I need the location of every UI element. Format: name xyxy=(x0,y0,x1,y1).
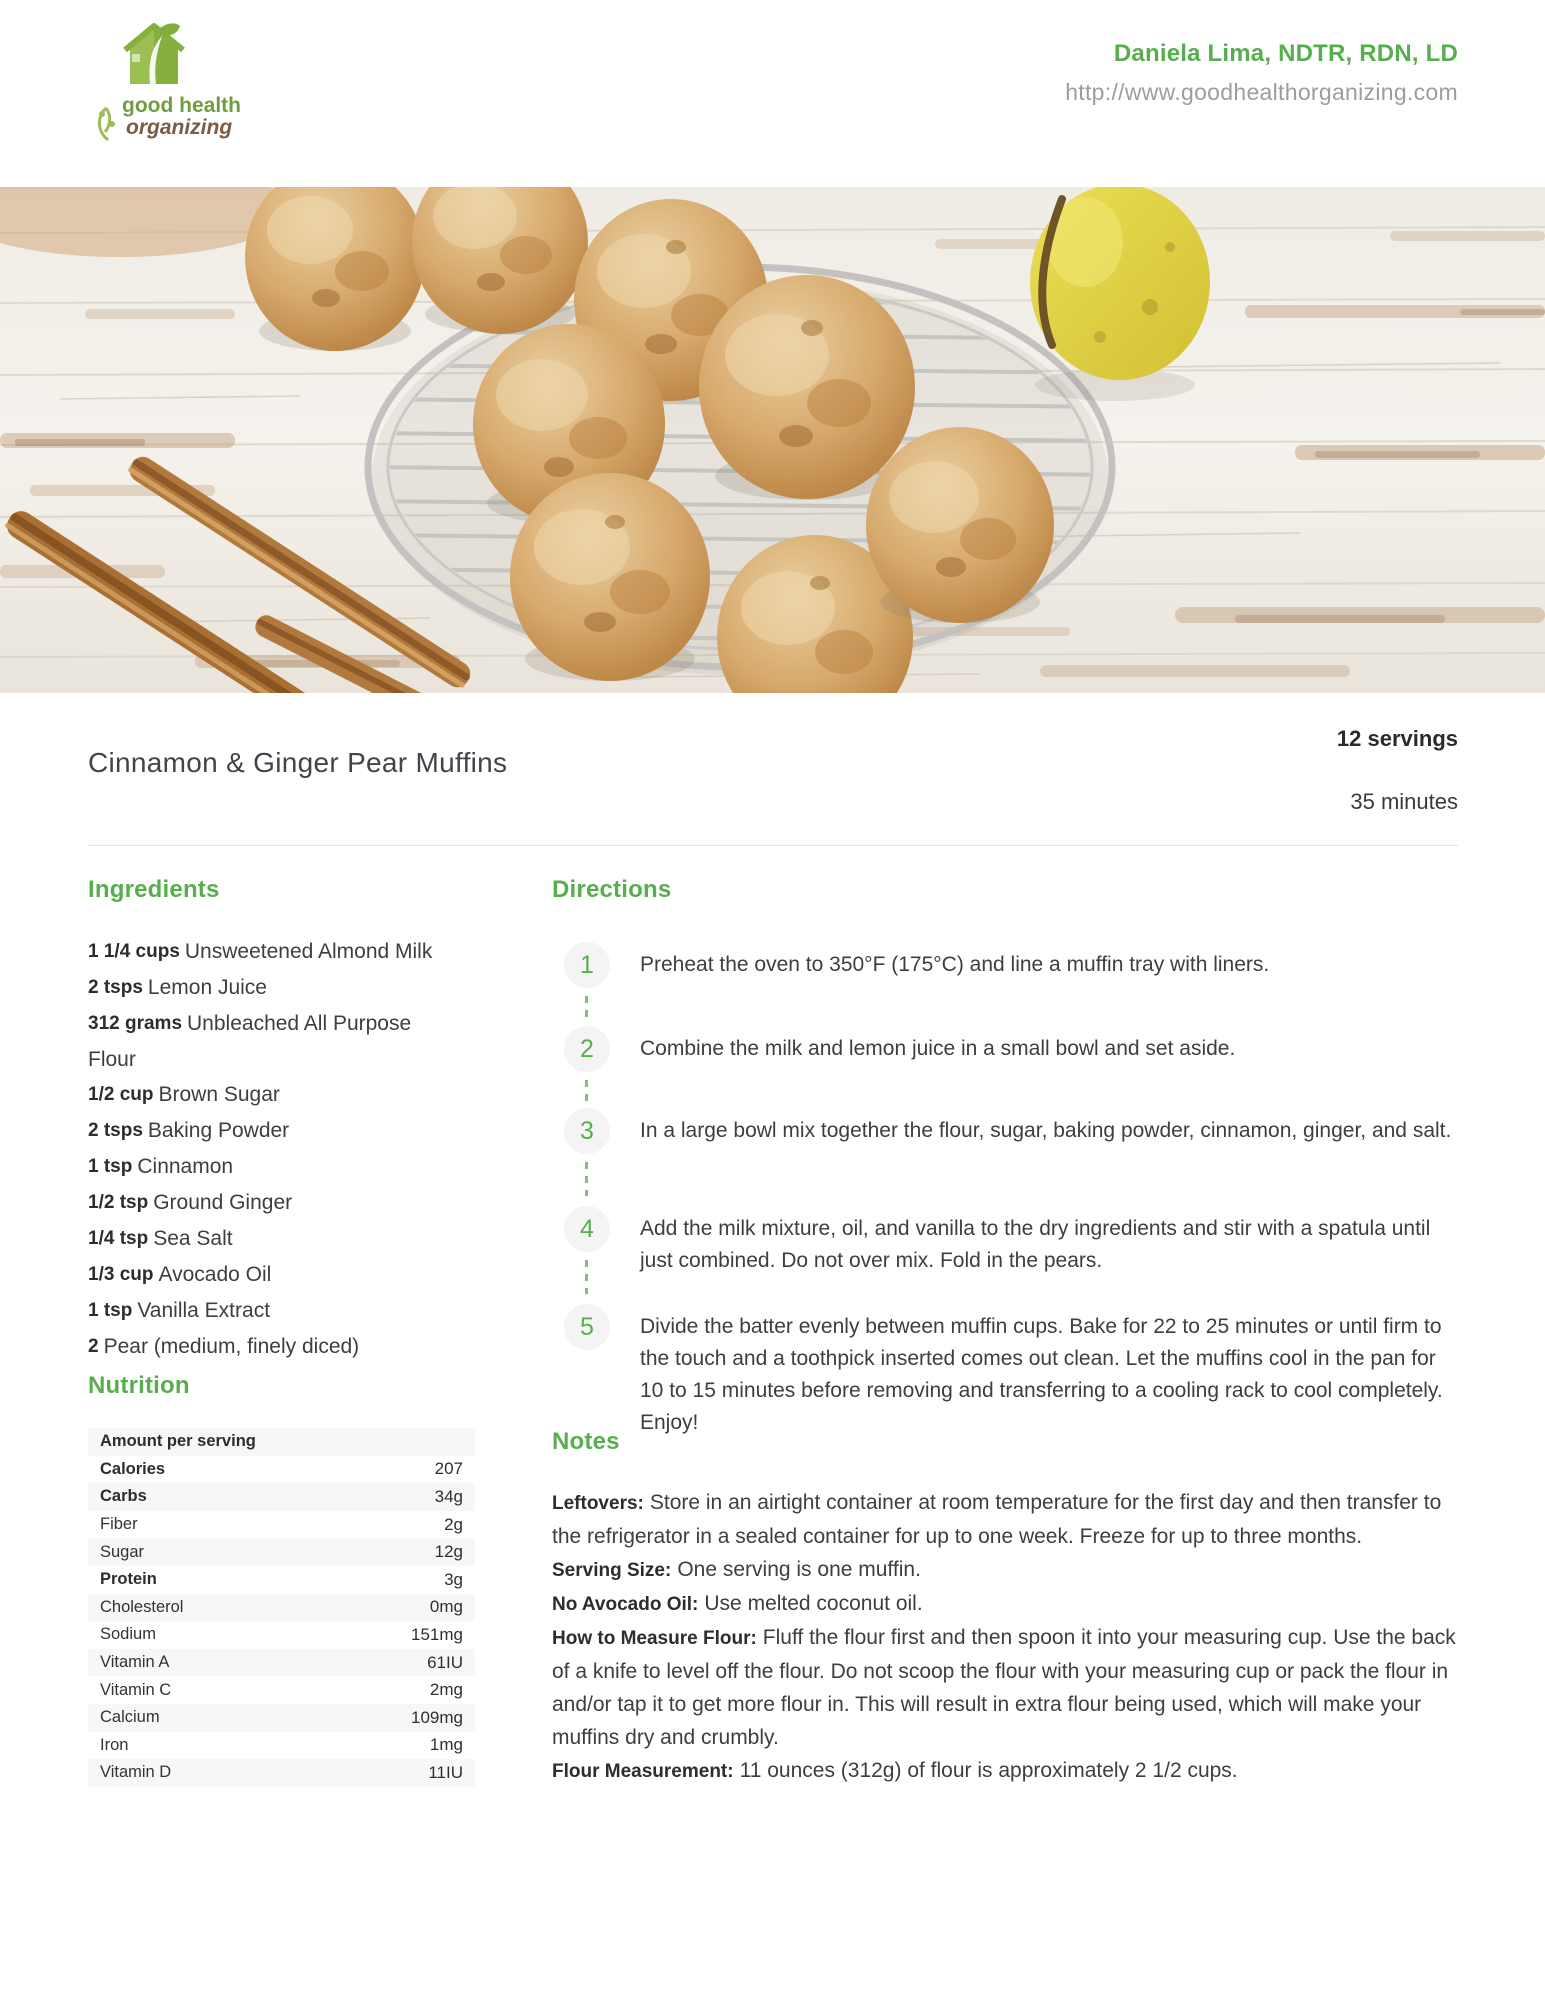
table-row xyxy=(88,1621,475,1649)
notes-list xyxy=(552,1486,1460,1788)
logo-house-icon xyxy=(125,23,183,84)
direction-step xyxy=(552,942,1458,988)
ingredient-amount: 1/3 cup xyxy=(88,1264,154,1285)
author-credit: Daniela Lima, NDTR, RDN, LD xyxy=(1113,40,1458,67)
note-label: No Avocado Oil: xyxy=(552,1594,699,1615)
page-title: Cinnamon & Ginger Pear Muffins xyxy=(88,747,508,778)
website-url: http://www.goodhealthorganizing.com xyxy=(1065,79,1458,105)
step-text: In a large bowl mix together the flour, sugar, baking powder, cinnamon, ginger, and salt. xyxy=(640,1119,1452,1142)
table-row xyxy=(88,1483,475,1511)
note-item xyxy=(552,1486,1460,1553)
note-text: Store in an airtight container at room temperature for the first day and then transfer to the refrigerator in a sealed container for up to one week. Freeze for up to three months. xyxy=(552,1491,1442,1548)
nutrition-value: 61IU xyxy=(427,1652,463,1672)
ingredient-item xyxy=(88,1293,460,1329)
nutrition-value: 2mg xyxy=(429,1680,463,1700)
step-text: Add the milk mixture, oil, and vanilla to the dry ingredients and stir with a spatula until just combined. Do not over mix. Fold in the pears. xyxy=(640,1217,1431,1272)
step-connector xyxy=(585,996,588,1022)
title-divider xyxy=(88,845,1458,846)
ingredient-amount: 1/2 cup xyxy=(88,1084,154,1105)
step-text: Divide the batter evenly between muffin cups. Bake for 22 to 25 minutes or until firm to the touch and a toothpick inserted comes out clean. Let the muffins cool in the pan for 10 to 15 minutes before removing and transferring to a cooling rack to cool completely. Enjoy! xyxy=(640,1315,1443,1434)
directions-heading: Directions xyxy=(552,876,672,903)
logo-sprout-icon xyxy=(99,108,115,140)
table-row xyxy=(88,1456,475,1484)
ingredient-amount: 1/2 tsp xyxy=(88,1192,149,1213)
ingredient-amount: 1 1/4 cups xyxy=(88,941,180,962)
nutrition-label: Vitamin D xyxy=(100,1763,172,1782)
total-time: 35 minutes xyxy=(1350,789,1458,814)
note-label: How to Measure Flour: xyxy=(552,1628,757,1649)
ingredient-name: Ground Ginger xyxy=(153,1191,293,1214)
ingredient-item xyxy=(88,1185,460,1221)
nutrition-label: Fiber xyxy=(100,1515,138,1534)
servings-count: 12 servings xyxy=(1336,726,1458,751)
nutrition-value: 207 xyxy=(434,1459,463,1479)
ingredient-amount: 1 tsp xyxy=(88,1156,133,1177)
ingredient-amount: 2 tsps xyxy=(88,977,143,998)
note-label: Flour Measurement: xyxy=(552,1761,734,1782)
table-row xyxy=(88,1759,475,1787)
ingredient-name: Vanilla Extract xyxy=(137,1299,271,1322)
nutrition-label: Protein xyxy=(100,1570,157,1589)
nutrition-value: 151mg xyxy=(411,1624,463,1644)
ingredient-item xyxy=(88,1006,460,1077)
ingredient-name: Unsweetened Almond Milk xyxy=(184,940,433,963)
note-item xyxy=(552,1754,1460,1788)
ingredient-name: Brown Sugar xyxy=(158,1083,280,1106)
table-row xyxy=(88,1594,475,1622)
brand-logo xyxy=(92,20,252,142)
ingredients-list xyxy=(88,934,460,1365)
table-row xyxy=(88,1676,475,1704)
nutrition-label: Calories xyxy=(100,1459,166,1478)
ingredient-item xyxy=(88,1149,460,1185)
ingredient-name: Lemon Juice xyxy=(147,976,267,999)
ingredient-item xyxy=(88,1329,460,1365)
note-item xyxy=(552,1621,1460,1754)
ingredient-name: Sea Salt xyxy=(153,1227,233,1250)
note-label: Leftovers: xyxy=(552,1493,644,1514)
table-row xyxy=(88,1649,475,1677)
direction-step xyxy=(552,1108,1458,1154)
table-row xyxy=(88,1732,475,1760)
step-connector xyxy=(585,1080,588,1106)
ingredient-item xyxy=(88,934,460,970)
ingredient-item xyxy=(88,1221,460,1257)
step-connector xyxy=(585,1260,588,1294)
recipe-photo xyxy=(0,187,1545,693)
nutrition-value: 0mg xyxy=(429,1597,463,1617)
direction-step xyxy=(552,1206,1458,1277)
table-row xyxy=(88,1511,475,1539)
step-text: Preheat the oven to 350°F (175°C) and line a muffin tray with liners. xyxy=(640,953,1270,976)
nutrition-header-label: Amount per serving xyxy=(100,1432,256,1451)
step-number-badge: 5 xyxy=(564,1304,610,1350)
nutrition-table-header xyxy=(88,1428,475,1456)
ingredient-amount: 2 tsps xyxy=(88,1120,143,1141)
nutrition-value: 1mg xyxy=(429,1735,463,1755)
direction-step xyxy=(552,1304,1458,1439)
ingredient-amount: 1/4 tsp xyxy=(88,1228,149,1249)
table-row xyxy=(88,1704,475,1732)
nutrition-label: Carbs xyxy=(100,1487,147,1506)
direction-step xyxy=(552,1026,1458,1072)
nutrition-value: 3g xyxy=(444,1569,463,1589)
step-number-badge: 4 xyxy=(564,1206,610,1252)
ingredient-name: Baking Powder xyxy=(147,1119,290,1142)
note-label: Serving Size: xyxy=(552,1560,672,1581)
logo-text-line2: organizing xyxy=(126,116,233,139)
nutrition-label: Calcium xyxy=(100,1708,160,1727)
nutrition-label: Sodium xyxy=(100,1625,156,1644)
nutrition-value: 12g xyxy=(434,1542,463,1562)
ingredient-amount: 2 xyxy=(88,1336,99,1357)
nutrition-label: Vitamin A xyxy=(100,1653,170,1672)
note-text: Use melted coconut oil. xyxy=(704,1592,923,1615)
nutrition-value: 34g xyxy=(434,1486,463,1506)
step-number-badge: 2 xyxy=(564,1026,610,1072)
nutrition-label: Cholesterol xyxy=(100,1597,184,1616)
nutrition-table xyxy=(88,1428,475,1787)
nutrition-value: 2g xyxy=(444,1514,463,1534)
step-connector xyxy=(585,1162,588,1196)
ingredient-name: Pear (medium, finely diced) xyxy=(103,1335,360,1358)
note-item xyxy=(552,1553,1460,1587)
nutrition-label: Vitamin C xyxy=(100,1680,172,1699)
notes-heading: Notes xyxy=(552,1428,620,1455)
table-row xyxy=(88,1538,475,1566)
note-text: Fluff the flour first and then spoon it into your measuring cup. Use the back of a knife to level off the flour. Do not scoop the flour with your measuring cup or pack the flour in and/or tap it to get more flour in. This will result in extra flour being used, which will make your muffins dry and crumbly. xyxy=(552,1626,1456,1749)
nutrition-label: Sugar xyxy=(100,1542,145,1561)
step-number-badge: 1 xyxy=(564,942,610,988)
step-text: Combine the milk and lemon juice in a small bowl and set aside. xyxy=(640,1037,1236,1060)
ingredient-item xyxy=(88,1077,460,1113)
ingredient-name: Unbleached All Purpose Flour xyxy=(88,1012,412,1071)
ingredient-item xyxy=(88,1257,460,1293)
ingredient-item xyxy=(88,970,460,1006)
ingredient-item xyxy=(88,1113,460,1149)
step-number-badge: 3 xyxy=(564,1108,610,1154)
ingredient-name: Cinnamon xyxy=(137,1155,234,1178)
note-text: 11 ounces (312g) of flour is approximately 2 1/2 cups. xyxy=(739,1759,1238,1782)
ingredient-name: Avocado Oil xyxy=(158,1263,272,1286)
logo-text-line1: good health xyxy=(122,94,241,117)
nutrition-value: 109mg xyxy=(411,1707,463,1727)
ingredient-amount: 1 tsp xyxy=(88,1300,133,1321)
nutrition-value: 11IU xyxy=(428,1762,463,1782)
ingredients-heading: Ingredients xyxy=(88,876,220,903)
nutrition-heading: Nutrition xyxy=(88,1372,190,1399)
note-text: One serving is one muffin. xyxy=(677,1558,921,1581)
note-item xyxy=(552,1587,1460,1621)
ingredient-amount: 312 grams xyxy=(88,1013,183,1034)
nutrition-label: Iron xyxy=(100,1735,129,1754)
table-row xyxy=(88,1566,475,1594)
